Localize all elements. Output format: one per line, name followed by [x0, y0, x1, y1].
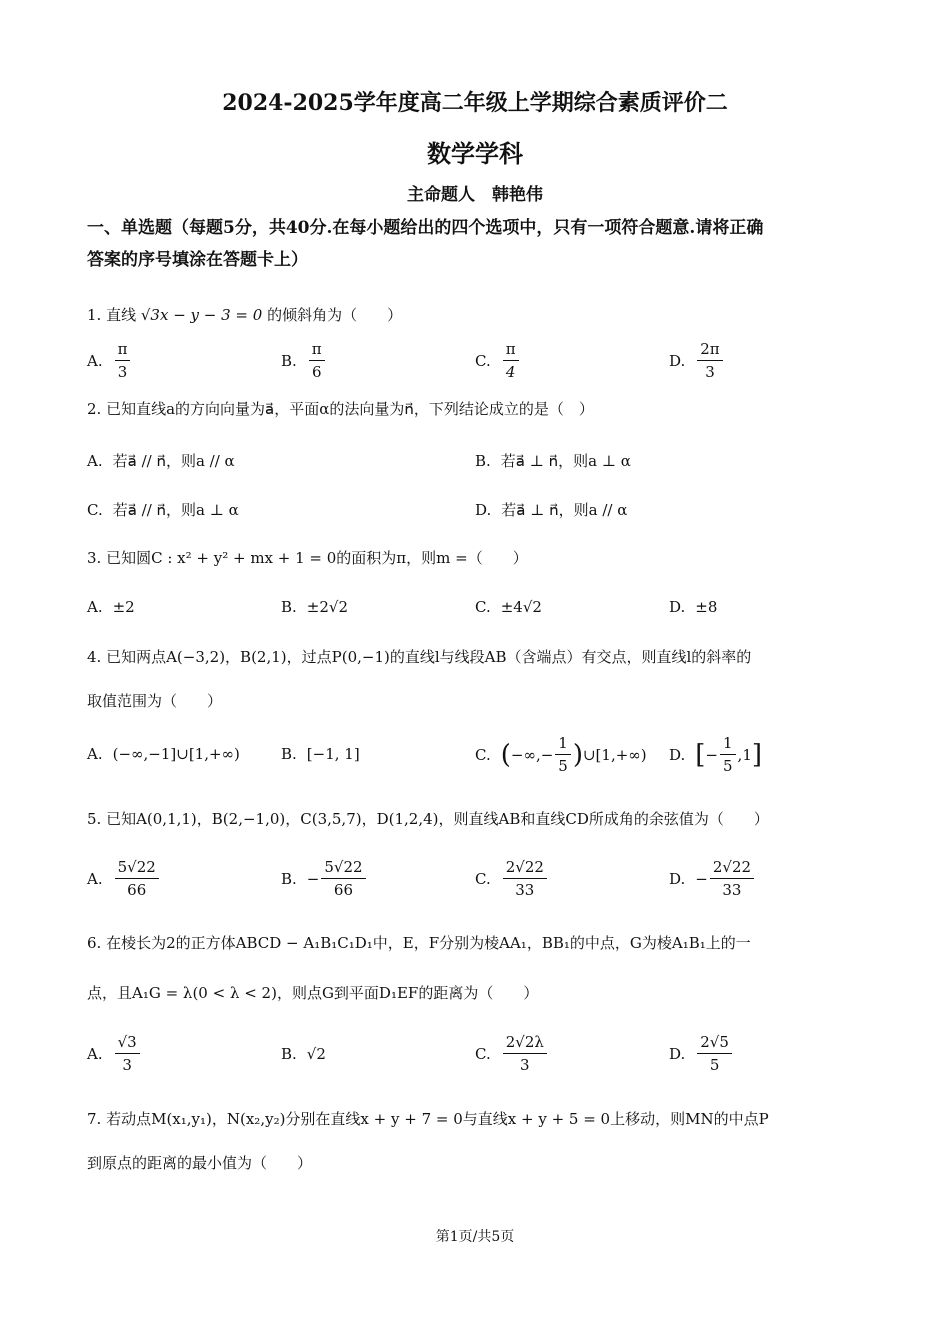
numerator: 2√2λ	[503, 1033, 547, 1054]
option-text: −∞,−	[510, 745, 554, 764]
option-label: A.	[87, 745, 103, 763]
option-text: ±2√2	[306, 598, 349, 616]
option-text: 若a⃗ ⊥ n⃗，则a ⊥ α	[500, 452, 631, 470]
close-paren: )	[572, 739, 583, 770]
numerator: 5√22	[115, 858, 159, 879]
option-text: ±8	[695, 598, 718, 616]
option-text: ±2	[112, 598, 135, 616]
option-text: [−1, 1]	[306, 745, 360, 763]
option-label: B.	[281, 745, 297, 763]
denominator: 3	[705, 363, 715, 381]
numerator: 1	[720, 734, 736, 755]
denominator: 66	[127, 881, 147, 899]
option-label: D.	[669, 869, 686, 888]
option-text: 若a⃗ ⊥ n⃗，则a // α	[501, 501, 628, 519]
option-label: C.	[475, 1044, 491, 1063]
question-4-stem	[87, 646, 877, 712]
fraction	[503, 858, 547, 899]
q1-option-a[interactable]	[87, 340, 132, 381]
option-text: ∪[1,+∞)	[582, 745, 647, 764]
question-6-stem	[87, 932, 877, 1004]
section-heading-line2: 答案的序号填涂在答题卡上）	[87, 250, 308, 270]
option-label: A.	[87, 351, 103, 370]
option-label: D.	[669, 1044, 686, 1063]
q1-stem-post: 的倾斜角为（ ）	[267, 306, 403, 324]
option-label: A.	[87, 598, 103, 616]
option-label: C.	[475, 869, 491, 888]
q7-stem-line1: 7. 若动点M(x₁,y₁)，N(x₂,y₂)分别在直线x + y + 7 = 0与直线x + y + 5 = 0上移动，则MN的中点P	[87, 1110, 769, 1128]
fraction	[115, 858, 159, 899]
q6-stem-line2: 点，且A₁G = λ(0 < λ < 2)，则点G到平面D₁EF的距离为（ ）	[87, 984, 539, 1002]
numerator: π	[503, 340, 519, 361]
q2-option-d[interactable]	[475, 499, 627, 520]
q4-stem-line2: 取值范围为（ ）	[87, 692, 223, 710]
q3-option-d[interactable]	[669, 598, 717, 616]
page-footer: 第1页/共5页	[435, 1229, 515, 1245]
option-label: D.	[669, 351, 686, 370]
fraction	[720, 734, 736, 775]
fraction	[697, 340, 722, 381]
numerator: 2π	[697, 340, 722, 361]
denominator: 3	[117, 363, 128, 381]
option-text: −	[705, 745, 718, 764]
q6-option-d[interactable]	[669, 1033, 734, 1074]
fraction	[309, 340, 325, 381]
numerator: 2√22	[710, 858, 754, 879]
q1-option-d[interactable]	[669, 340, 725, 381]
q6-option-a[interactable]	[87, 1033, 142, 1074]
option-sign: −	[695, 869, 708, 888]
q1-option-b[interactable]	[281, 340, 327, 381]
fraction	[503, 340, 519, 381]
q5-option-c[interactable]	[475, 858, 549, 899]
close-bracket: ]	[751, 739, 763, 770]
numerator: π	[115, 340, 131, 361]
option-label: A.	[87, 1044, 103, 1063]
denominator: 33	[515, 881, 535, 899]
option-sign: −	[306, 869, 320, 888]
question-7-stem	[87, 1108, 877, 1174]
fraction	[115, 340, 131, 381]
fraction	[503, 1033, 547, 1074]
q1-stem-pre: 1. 直线	[87, 306, 137, 324]
denominator: 5	[709, 1056, 720, 1074]
option-label: A.	[87, 869, 103, 888]
question-1-stem	[87, 304, 877, 326]
option-label: D.	[669, 745, 686, 764]
numerator: 1	[555, 734, 571, 755]
option-label: B.	[281, 1045, 297, 1063]
fraction	[710, 858, 754, 899]
denominator: 4	[505, 363, 516, 381]
option-label: B.	[475, 451, 491, 470]
q5-option-d[interactable]	[669, 858, 756, 899]
fraction	[115, 1033, 140, 1074]
numerator: π	[309, 340, 325, 361]
option-text: 若a⃗ // n⃗，则a // α	[112, 452, 235, 470]
q4-option-c[interactable]	[475, 734, 647, 775]
numerator: 2√5	[697, 1033, 732, 1054]
open-bracket: [	[695, 739, 706, 770]
section-heading-line1: 一、单选题（每题5分，共40分.在每小题给出的四个选项中，只有一项符合题意.请将正确	[87, 218, 764, 238]
fraction	[555, 734, 571, 775]
fraction	[697, 1033, 732, 1074]
question-2-stem: 2. 已知直线a的方向向量为a⃗，平面α的法向量为n⃗，下列结论成立的是（ ）	[87, 400, 594, 418]
denominator: 3	[122, 1056, 132, 1074]
numerator: √3	[115, 1033, 140, 1054]
q4-stem-line1: 4. 已知两点A(−3,2)，B(2,1)，过点P(0,−1)的直线l与线段AB（含端点）有交点，则直线l的斜率的	[87, 648, 752, 666]
denominator: 5	[723, 757, 733, 775]
option-label: C.	[475, 598, 491, 616]
option-label: C.	[475, 351, 491, 370]
q4-option-a[interactable]	[87, 745, 240, 763]
open-paren: (	[500, 739, 511, 770]
option-text: (−∞,−1]∪[1,+∞)	[112, 745, 240, 763]
option-label: A.	[87, 451, 103, 470]
option-text: ,1	[737, 745, 752, 764]
option-label: D.	[669, 598, 686, 616]
q3-option-b[interactable]	[281, 598, 348, 616]
q1-option-c[interactable]	[475, 340, 521, 381]
q5-option-a[interactable]	[87, 858, 161, 899]
option-label: C.	[87, 500, 103, 519]
q2-option-a[interactable]	[87, 450, 235, 471]
exam-title: 2024-2025学年度高二年级上学期综合素质评价二	[222, 90, 728, 116]
q4-option-b[interactable]	[281, 745, 360, 763]
section-heading	[87, 212, 867, 276]
fraction	[321, 858, 365, 899]
option-text: 若a⃗ // n⃗，则a ⊥ α	[112, 501, 239, 519]
denominator: 3	[520, 1056, 530, 1074]
option-label: C.	[475, 745, 491, 764]
option-label: B.	[281, 351, 297, 370]
option-label: B.	[281, 869, 297, 888]
denominator: 66	[333, 881, 354, 899]
q3-option-c[interactable]	[475, 598, 542, 616]
option-text: ±4√2	[500, 598, 542, 616]
exam-author: 主命题人 韩艳伟	[407, 185, 543, 205]
numerator: 5√22	[321, 858, 365, 879]
denominator: 5	[558, 757, 568, 775]
q1-stem-math: √3x − y − 3 = 0	[140, 306, 263, 324]
q6-option-b[interactable]	[281, 1045, 326, 1063]
q2-option-b[interactable]	[475, 450, 631, 471]
q3-option-a[interactable]	[87, 598, 135, 616]
q7-stem-line2: 到原点的距离的最小值为（ ）	[87, 1154, 313, 1172]
q5-option-b[interactable]	[281, 858, 368, 899]
option-text: √2	[306, 1045, 326, 1063]
exam-subject: 数学学科	[427, 139, 523, 168]
q4-option-d[interactable]	[669, 734, 762, 775]
denominator: 6	[311, 363, 322, 381]
q2-option-c[interactable]	[87, 499, 239, 520]
option-label: B.	[281, 598, 297, 616]
q6-option-c[interactable]	[475, 1033, 549, 1074]
q6-stem-line1: 6. 在棱长为2的正方体ABCD − A₁B₁C₁D₁中，E，F分别为棱AA₁，BB₁的中点，G为棱A₁B₁上的一	[87, 934, 751, 952]
numerator: 2√22	[503, 858, 547, 879]
option-label: D.	[475, 500, 492, 519]
question-3-stem: 3. 已知圆C : x² + y² + mx + 1 = 0的面积为π，则m =（ ）	[87, 549, 528, 567]
question-5-stem: 5. 已知A(0,1,1)，B(2,−1,0)，C(3,5,7)，D(1,2,4)，则直线AB和直线CD所成角的余弦值为（ ）	[87, 810, 769, 828]
denominator: 33	[722, 881, 742, 899]
